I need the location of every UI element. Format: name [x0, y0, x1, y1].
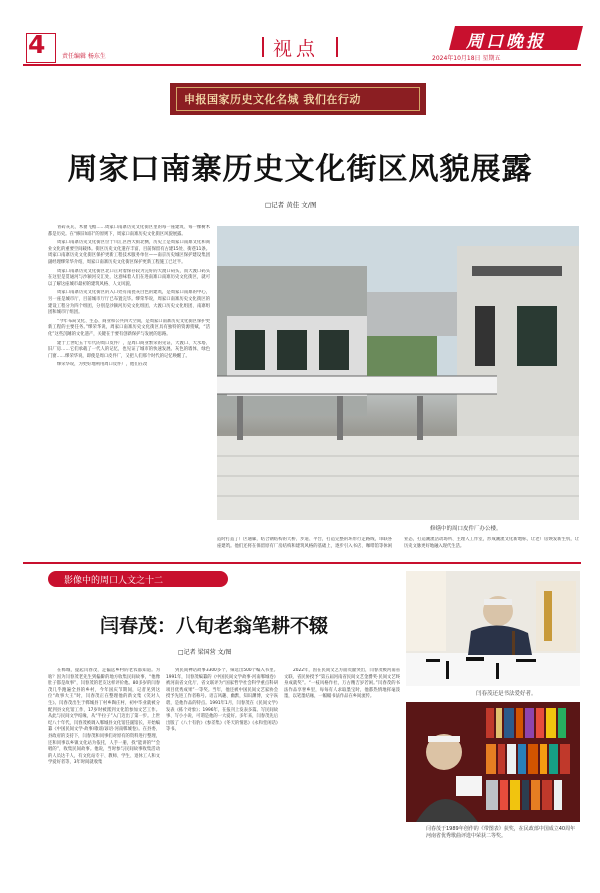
issue-date: 2024年10月18日 星期五 — [432, 55, 501, 62]
article1-para: 周家口南寨历史文化街区位于川汇区西大街北侧，历史上是周家口南寨文化和商业文化的重要空间载体。街区历史文化遗存丰富，目前保留有古建15处、街巷11条。周家口南寨历史文化街区保护更新工程技术服务单位——南京历史城区保护建设集团副经理缪荣华介绍，周家口南寨历史文化街区保护更新工程施工已过半。 — [48, 240, 210, 265]
article1-para: 周家口南寨历史文化街区北口正对着保存较为完好的大渡口码头，而大渡口码头在这里是贯通河与沙颍河交汇处，这意味着人们在进南寨口南寨历史文化街区，就可以了解这座城市最初的建筑风格、人文风貌。 — [48, 268, 210, 287]
editor-label: 责任编辑 杨东生 — [62, 53, 106, 60]
header-rule — [23, 64, 581, 66]
article1-bottom-text: 造时打造了厂区通廊，结合钢结构的天桥、步道、平台，打造完整的环形行走路线，串联各座建筑。他们还将在保留原有厂房结构和建筑风格的基础上，逐步引入书店、咖啡馆等休闲业态，打造潮流活动场所、主理人工作室，形成潮流文化新地标，让老厂房焕发新生机，让历史文脉更好地融入现代生活。 — [217, 537, 579, 549]
section-divider-right — [336, 37, 338, 57]
article2-photo2-caption: 闫春茂于1989年创作的《带图表》获奖，在民政部中国成立40周年河南省优秀歌曲评选中荣获二等奖。 — [426, 826, 576, 839]
calligraphy-photo-illustration — [406, 571, 580, 686]
series-label: 影像中的周口人文之十二 — [64, 576, 164, 586]
article1-para: “今年布局文化、生态、商业和公共四大空间，是周家口南寨历史文化街区保护更新工程的主要任务。”缪荣华说，周家口南寨历史文化街区具有独特的资源禀赋，“活化”这些沉睡的文化遗产，关键在于要有创新保护与发展的思路。 — [48, 318, 210, 337]
factory-photo-illustration — [217, 226, 579, 520]
section-title: 视点 — [273, 38, 320, 60]
bookshelf-photo-illustration — [406, 702, 580, 822]
article1-photo — [217, 226, 579, 520]
article2-photo1-caption: 闫春茂还是书法爱好者。 — [476, 691, 537, 697]
article2-column-2: 到民间神话故事3300多个，筛选出500个编入书里。1991年，闫春茂编纂的《中国民间文学故事·河南郸城卷》被河南省文化厅、省文联评为“国家哲学社会科学重点科研项目优秀成果”一等奖。当年，他还被中国民间文艺家协会授予先进工作者称号。语言风趣、幽默，知识渊博，文字诙谐，是他作品的特点。1991年1月，闫春茂在《民间文学》发表《拣个对象》；1996年，在报刊上发表多篇。写民间故事、写小小说，可谓是他的一大爱好。多年来，闫春茂先后出版了《八十有豹》《参差集》《冬天的情思》《永和堂闲话》等书。 — [166, 668, 278, 733]
article1-para: 周家口南寨历史文化街区的入口处有南瓷灰白色的建筑，是周家口南寨的中心，另一座是城市厅，目前城市厅厅已布置完毕。缪荣华说，周家口南寨历史文化街区的建设工程分为四个组团，分别是沙颍河历史文化组团、大渡口历史文化组团、南寨组团和城市厅组团。 — [48, 290, 210, 316]
article1-para: 建于上世纪五十年代的周口皮件厂，是周口商业繁荣的见证，大渡口、大水塔、旧厂房……它们承载了一代人的记忆，也见证了城市的快速发展。灰色的墙体、绿色门窗……缪荣华说，即使是周口皮件厂，又把人们那个时代的记忆唤醒了。 — [48, 340, 210, 359]
article1-byline: □记者 黄佳 文/图 — [265, 201, 317, 209]
masthead-text: 周口晚报 — [466, 32, 546, 52]
article2-photo-calligraphy — [406, 571, 580, 686]
article2-title: 闫春茂：八旬老翁笔耕不辍 — [100, 615, 329, 637]
article1-para: 青砖灰瓦、木窗飞檐……周家口南寨历史文化街区里的每一座建筑、每一棵树木都是历史。在“修旧如旧”的原则下，周家口南寨历史文化街区风貌展露。 — [48, 225, 210, 237]
page-number: 4 — [28, 30, 46, 59]
article1-para: 缪荣华说，为更好地利用周口皮件厂，他们在改 — [57, 362, 148, 368]
article1-title: 周家口南寨历史文化街区风貌展露 — [67, 152, 533, 187]
article2-column-1: 在郸城，提起闫春茂，走偏远乡村的老农都知道。为啥？因为闫春茂老先生到偏僻的地方收集民间故事，“他像肚子都是故事”，闫春茂的老友这样评价他。80多岁的闫春茂几乎跑遍全县的乡村，今年国庆节期间，记者见到这位“故事大王”时，闫春茂正在整理他的新文集《笑对人生》。闫春茂出生于郸城县丁村乡陶庄村，初中毕业就被分配到县文化馆工作，17岁时被派到文化馆参加文艺工作。从此与民间文学结缘，从“半拉子”入门迈出了第一步。上世纪八十年代，闫春茂被调入郸城县文化馆任副馆长，开始编纂《中国民间文学·故事/歌谣/谚语·河南郸城卷》。在县委、县政府的支持下，闫春茂和同事们对原有的资料进行整理，还和同事以乡镇文化站为依托，人手一册，找“能讲的”“会唱的”，收集民间故事。他说，当时参与民间故事收集活动的人员达千人，有文化站专干、教师、学生、退休工人和文学爱好者等，3年时间就收集 — [48, 668, 160, 766]
article2-photo-bookshelf — [406, 702, 580, 822]
mid-rule — [23, 562, 581, 564]
section-divider-left — [262, 37, 264, 57]
article1-column-1 — [48, 225, 210, 557]
banner-text: 申报国家历史文化名城 我们在行动 — [184, 93, 361, 106]
article1-photo-caption: 修缮中的周口皮件厂办公楼。 — [430, 526, 502, 532]
article2-column-3: 2022年，因在民间文艺方面贡献突出，闫春茂被河南省文联、省民协授予“第五届河南省民间文艺金爵奖·民间文艺终身成就奖”。“一枝风格作社，万古精吉岁若闲。”闫春茂的书法作品享誉乡里，每每有人求取墨宝时，他都热情地挥毫泼墨，以笔墨结缘，一幅幅书法作品在乡间流传。 — [284, 668, 400, 700]
article2-byline: □记者 梁国营 文/图 — [178, 649, 232, 656]
